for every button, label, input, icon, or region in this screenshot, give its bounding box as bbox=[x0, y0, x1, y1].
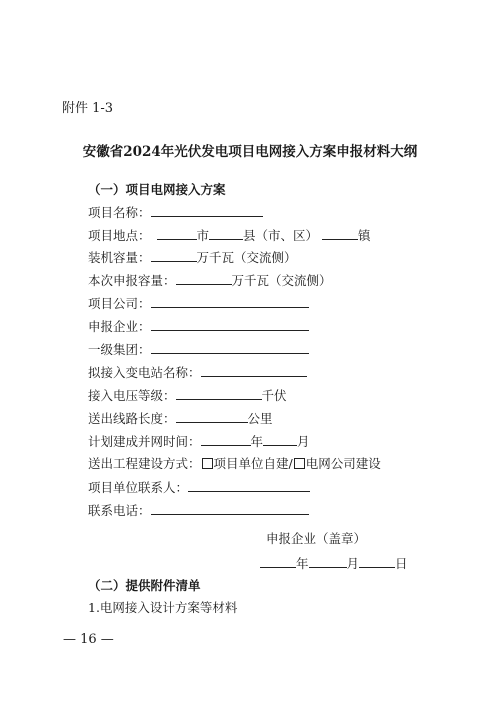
location-row bbox=[88, 227, 371, 244]
this-capacity-label: 本次申报容量： bbox=[88, 273, 176, 288]
company-field[interactable] bbox=[151, 295, 309, 308]
contact-label: 项目单位联系人： bbox=[88, 480, 189, 495]
contact-row bbox=[88, 479, 310, 496]
capacity-unit: 万千瓦（交流侧） bbox=[196, 250, 297, 265]
grid-month-field[interactable] bbox=[263, 433, 297, 446]
grid-year-field[interactable] bbox=[201, 433, 251, 446]
grid-time-row bbox=[88, 433, 310, 450]
construction-label: 送出工程建设方式： bbox=[88, 456, 201, 471]
line-length-unit: 公里 bbox=[247, 411, 273, 426]
county-label: 县（市、区） bbox=[243, 228, 319, 243]
line-length-label: 送出线路长度： bbox=[88, 411, 176, 426]
substation-row bbox=[88, 364, 307, 381]
page-number: — 16 — bbox=[63, 632, 114, 647]
section1-heading: （一）项目电网接入方案 bbox=[88, 182, 226, 197]
line-length-field[interactable] bbox=[176, 410, 248, 423]
group-label: 一级集团： bbox=[88, 342, 151, 357]
grid-build-label: 电网公司建设 bbox=[305, 456, 381, 471]
grid-build-checkbox[interactable] bbox=[294, 458, 305, 469]
substation-label: 拟接入变电站名称： bbox=[88, 365, 201, 380]
phone-field[interactable] bbox=[151, 502, 309, 515]
sign-month-label: 月 bbox=[346, 556, 360, 571]
grid-month-label: 月 bbox=[297, 434, 310, 449]
this-capacity-row bbox=[88, 272, 332, 289]
voltage-label: 接入电压等级： bbox=[88, 388, 176, 403]
county-field[interactable] bbox=[209, 227, 243, 240]
signature-date-row bbox=[260, 555, 408, 572]
applicant-field[interactable] bbox=[151, 318, 309, 331]
attachment-label: 附件 1-3 bbox=[62, 101, 114, 116]
phone-label: 联系电话： bbox=[88, 503, 151, 518]
group-row bbox=[88, 341, 309, 358]
sign-year-label: 年 bbox=[296, 556, 309, 571]
signature-enterprise: 申报企业（盖章） bbox=[266, 531, 367, 546]
capacity-row bbox=[88, 249, 297, 266]
this-capacity-unit: 万千瓦（交流侧） bbox=[231, 273, 332, 288]
phone-row bbox=[88, 502, 309, 519]
project-name-label: 项目名称： bbox=[88, 205, 151, 220]
voltage-field[interactable] bbox=[176, 387, 262, 400]
project-name-field[interactable] bbox=[151, 204, 263, 217]
self-build-label: 项目单位自建/ bbox=[213, 456, 293, 471]
town-label: 镇 bbox=[358, 228, 371, 243]
applicant-row bbox=[88, 318, 309, 335]
document-title: 安徽省2024年光伏发电项目电网接入方案申报材料大纲 bbox=[82, 144, 418, 160]
grid-time-label: 计划建成并网时间： bbox=[88, 434, 201, 449]
construction-row bbox=[88, 456, 381, 472]
capacity-label: 装机容量： bbox=[88, 250, 151, 265]
city-field[interactable] bbox=[157, 227, 197, 240]
section2-heading: （二）提供附件清单 bbox=[88, 578, 201, 593]
company-label: 项目公司： bbox=[88, 296, 151, 311]
grid-year-label: 年 bbox=[250, 434, 264, 449]
sign-day-label: 日 bbox=[395, 556, 408, 571]
sign-day-field[interactable] bbox=[359, 555, 395, 568]
applicant-label: 申报企业： bbox=[88, 319, 151, 334]
voltage-row bbox=[88, 387, 287, 404]
project-name-row bbox=[88, 204, 263, 221]
location-label: 项目地点： bbox=[88, 228, 151, 243]
this-capacity-field[interactable] bbox=[176, 272, 232, 285]
capacity-field[interactable] bbox=[151, 249, 197, 262]
group-field[interactable] bbox=[151, 341, 309, 354]
contact-field[interactable] bbox=[188, 479, 310, 492]
company-row bbox=[88, 295, 309, 312]
self-build-checkbox[interactable] bbox=[202, 458, 213, 469]
sign-year-field[interactable] bbox=[260, 555, 296, 568]
city-label: 市 bbox=[196, 228, 210, 243]
town-field[interactable] bbox=[322, 227, 358, 240]
substation-field[interactable] bbox=[201, 364, 307, 377]
line-length-row bbox=[88, 410, 273, 427]
sign-month-field[interactable] bbox=[309, 555, 347, 568]
attachment-item-1: 1.电网接入设计方案等材料 bbox=[88, 600, 238, 615]
voltage-unit: 千伏 bbox=[261, 388, 287, 403]
